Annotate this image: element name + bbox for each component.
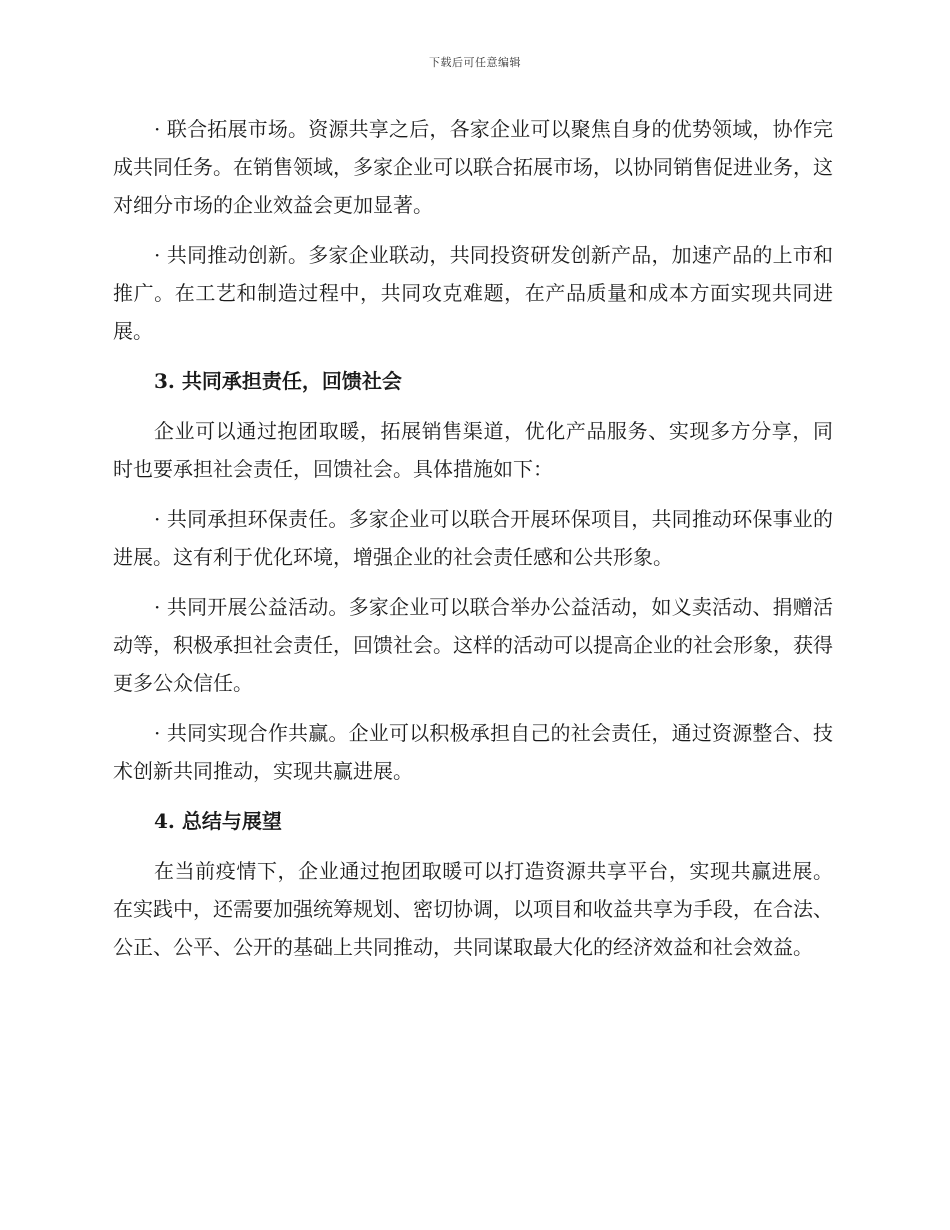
document-body	[113, 110, 833, 978]
summary-paragraph: 在当前疫情下，企业通过抱团取暖可以打造资源共享平台，实现共赢进展。在实践中，还需要加强统筹规划、密切协调，以项目和收益共享为手段，在合法、公正、公平、公开的基础上共同推动，共同谋取最大化的经济效益和社会效益。	[113, 859, 833, 959]
section-heading-responsibility: 3. 共同承担责任，回馈社会	[154, 369, 402, 393]
bullet-win-win-cooperation: · 共同实现合作共赢。企业可以积极承担自己的社会责任，通过资源整合、技术创新共同推动，实现共赢进展。	[113, 721, 833, 783]
bullet-joint-innovation: · 共同推动创新。多家企业联动，共同投资研发创新产品，加速产品的上市和推广。在工艺和制造过程中，共同攻克难题，在产品质量和成本方面实现共同进展。	[113, 243, 833, 343]
section-heading-summary: 4. 总结与展望	[154, 809, 282, 833]
bullet-joint-market-expansion: · 联合拓展市场。资源共享之后，各家企业可以聚焦自身的优势领域，协作完成共同任务。在销售领域，多家企业可以联合拓展市场，以协同销售促进业务，这对细分市场的企业效益会更加显著。	[113, 117, 833, 217]
section-intro-paragraph: 企业可以通过抱团取暖，拓展销售渠道，优化产品服务、实现多方分享，同时也要承担社会责任，回馈社会。具体措施如下：	[113, 419, 833, 481]
bullet-public-welfare: · 共同开展公益活动。多家企业可以联合举办公益活动，如义卖活动、捐赠活动等，积极承担社会责任，回馈社会。这样的活动可以提高企业的社会形象，获得更多公众信任。	[113, 595, 833, 695]
page-header: 下载后可任意编辑	[429, 56, 521, 69]
bullet-environmental-responsibility: · 共同承担环保责任。多家企业可以联合开展环保项目，共同推动环保事业的进展。这有利于优化环境，增强企业的社会责任感和公共形象。	[113, 507, 833, 569]
